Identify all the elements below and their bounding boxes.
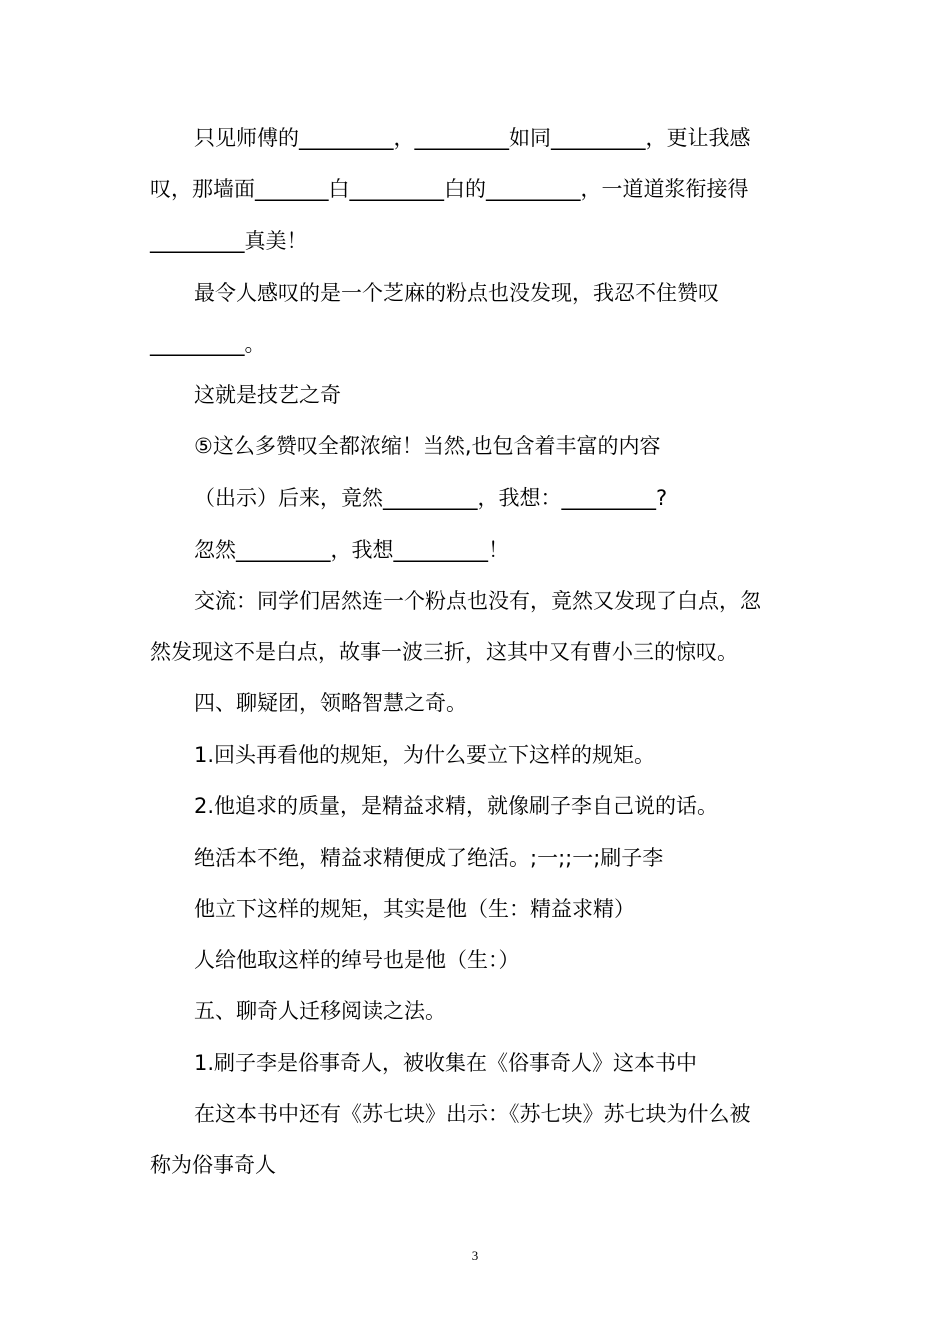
text-line: _________真美！ bbox=[150, 229, 308, 253]
text-line: ⑤这么多赞叹全都浓缩！当然,也包含着丰富的内容 bbox=[194, 434, 661, 458]
section-heading: 五、聊奇人迁移阅读之法。 bbox=[194, 999, 446, 1023]
page-number: 3 bbox=[471, 1248, 479, 1263]
text-line: _________。 bbox=[150, 332, 266, 356]
text-line: 然发现这不是白点，故事一波三折，这其中又有曹小三的惊叹。 bbox=[150, 640, 738, 664]
text-line: 叹，那墙面_______白_________白的_________，一道道浆衔接得 bbox=[150, 177, 749, 201]
text-line: 在这本书中还有《苏七块》出示：《苏七块》苏七块为什么被 bbox=[194, 1102, 751, 1126]
text-line: 人给他取这样的绰号也是他（生：） bbox=[194, 948, 520, 972]
text-line: 只见师傅的_________，_________如同_________，更让我感 bbox=[194, 126, 751, 150]
text-line: 1.回头再看他的规矩，为什么要立下这样的规矩。 bbox=[194, 743, 656, 767]
text-line: 交流：同学们居然连一个粉点也没有，竟然又发现了白点，忽 bbox=[194, 589, 761, 613]
section-heading: 四、聊疑团，领略智慧之奇。 bbox=[194, 691, 467, 715]
text-line: 1.刷子李是俗事奇人，被收集在《俗事奇人》这本书中 bbox=[194, 1051, 698, 1075]
text-line: 他立下这样的规矩，其实是他（生：精益求精） bbox=[194, 897, 635, 921]
text-line: 最令人感叹的是一个芝麻的粉点也没发现，我忍不住赞叹 bbox=[194, 281, 719, 305]
text-line: 这就是技艺之奇 bbox=[194, 383, 341, 407]
text-line: 称为俗事奇人 bbox=[150, 1153, 276, 1177]
text-line: 绝活本不绝，精益求精便成了绝活。;一;;一;刷子李 bbox=[194, 846, 664, 870]
text-line: 2.他追求的质量，是精益求精，就像刷子李自己说的话。 bbox=[194, 794, 719, 818]
text-line: （出示）后来，竟然_________，我想：_________? bbox=[194, 486, 668, 510]
text-line: 忽然_________，我想_________！ bbox=[194, 538, 509, 562]
